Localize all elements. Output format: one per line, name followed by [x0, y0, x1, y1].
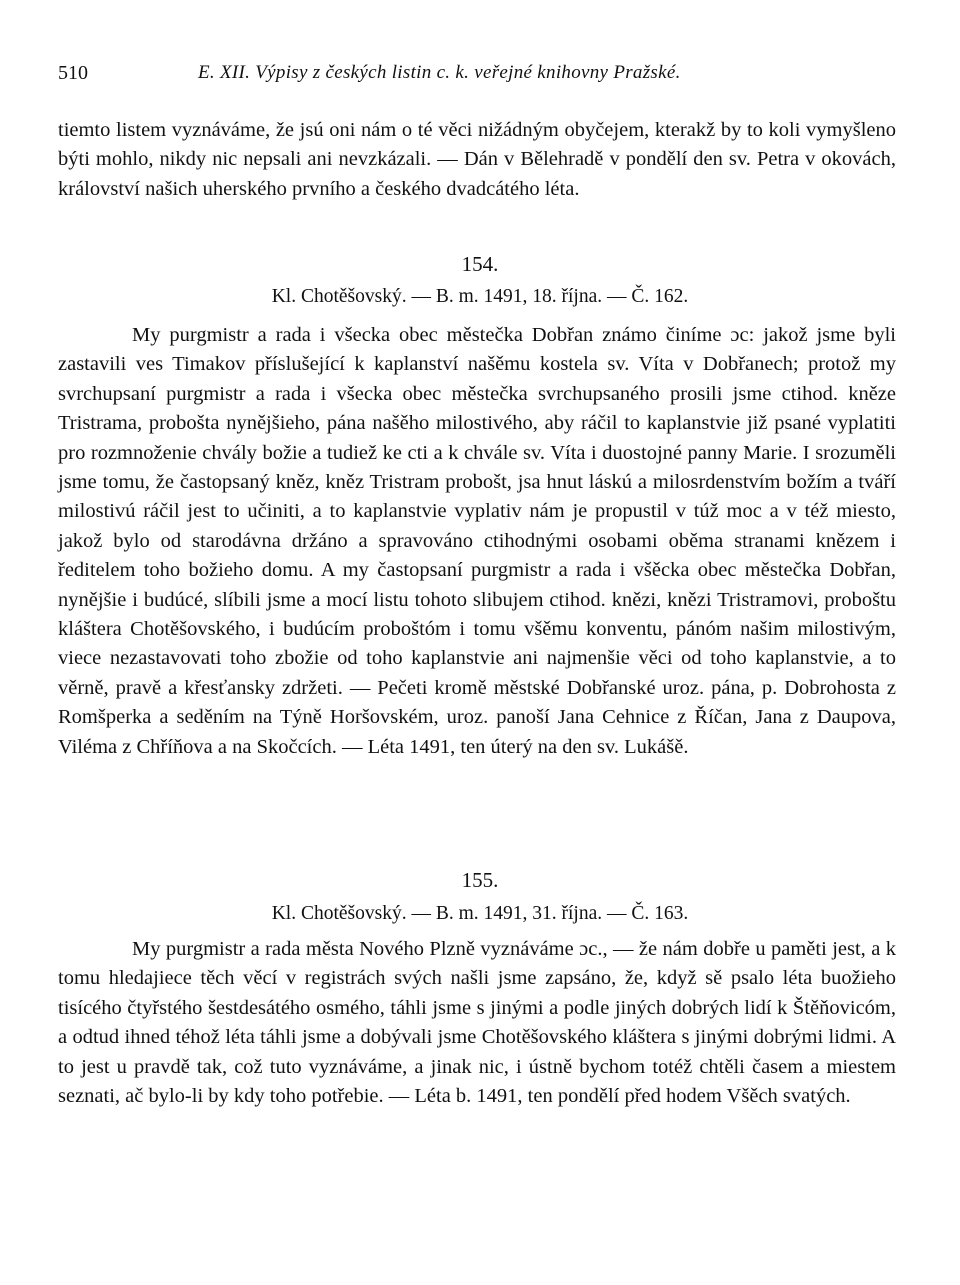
running-head — [58, 62, 898, 94]
document-number-155: 155. — [461, 868, 499, 892]
document-number-154: 154. — [461, 252, 499, 276]
document-text-154: My purgmistr a rada i všecka obec městečka Dobřan známo činíme ɔc: jakož jsme byli zastavili ves Timakov příslušející k kaplanství našěmu kostela sv. Víta v Dobřanech; protož my svrchupsaní purgmistr a rada i všecka obec městečka svrchupsaného prosili jsme ctihod. kněze Tristrama, probošta nynějšieho, pána našěho milostivého, aby ráčil to kaplanstvie již psané vyplatiti pro rozmnoženie chvály božie a tudiež ke cti a k chvále sv. Víta i duostojné panny Marie. I srozuměli jsme tomu, že častopsaný kněz, kněz Tristram probošt, jsa hnut láskú a milosrdenstvím božím a tváří milostivú ráčil jest to učiniti, a to kaplanstvie vyplativ nám je propustil v túž moc a v též miesto, jakož bylo od starodávna držáno a spravováno ctihodnými osobami oběma stranami knězem i ředitelem toho božieho domu. A my častopsaní purgmistr a rada i všěcka obec městečka Dobřan, nynějšie i budúcé, slíbili jsme a mocí listu tohoto slibujem ctihod. knězi, knězi Tristramovi, proboštu kláštera Chotěšovského, i budúcím proboštóm i tomu všěmu konventu, pánóm našim milostivým, viece nezastavovati toho zbožie od toho kaplanstvie ani najmenšie věci od toho kaplanstvie, a to věrně, pravě a křesťansky zdržeti. — Pečeti kromě městské Dobřanské uroz. pána, p. Dobrohosta z Romšperka a seděním na Týně Horšovském, uroz. panoší Jana Cehnice z Říčan, Jana z Daupova, Viléma z Chříňova a na Skočcích. — Léta 1491, ten úterý na den sv. Lukášě. — [58, 324, 896, 758]
document-header-155: Kl. Chotěšovský. — B. m. 1491, 31. října. — Č. 163. — [271, 903, 689, 924]
running-title: E. XII. Výpisy z českých listin c. k. veřejné knihovny Pražské. — [198, 62, 681, 83]
document-text-155: My purgmistr a rada města Nového Plzně vyznáváme ɔc., — že nám dobře u paměti jest, a k tomu hledajiece těch věcí v registrách svých našli jsme zapsáno, že, když sě psalo léta buožieho tisícého čtyřstého šestdesátého osmého, táhli jsme s jinými a podle jiných dobrých lidí k Štěňovicóm, a odtud ihned téhož léta táhli jsme a dobývali jsme Chotěšovského kláštera s jinými dobrými lidmi. A to jest u pravdě tak, což tuto vyznáváme, a jinak nic, i ústně bychom totéž chtěli časem a miestem seznati, ač bylo-li by kdy toho potřebie. — Léta b. 1491, ten pondělí před hodem Všěch svatých. — [58, 938, 896, 1108]
continuation-text: tiemto listem vyznáváme, že jsú oni nám o té věci nižádným obyčejem, kterakž by to koli vymyšleno býti mohlo, nikdy nic nepsali ani nevzkázali. — Dán v Bělehradě v pondělí den sv. Petra v okovách, království našich uherského prvního a českého dvadcátého léta. — [58, 119, 896, 200]
continuation-paragraph — [58, 116, 896, 204]
document-body-154 — [58, 321, 896, 762]
document-body-155 — [58, 935, 896, 1111]
page-number: 510 — [58, 62, 88, 84]
document-header-154: Kl. Chotěšovský. — B. m. 1491, 18. října. — Č. 162. — [271, 286, 689, 307]
